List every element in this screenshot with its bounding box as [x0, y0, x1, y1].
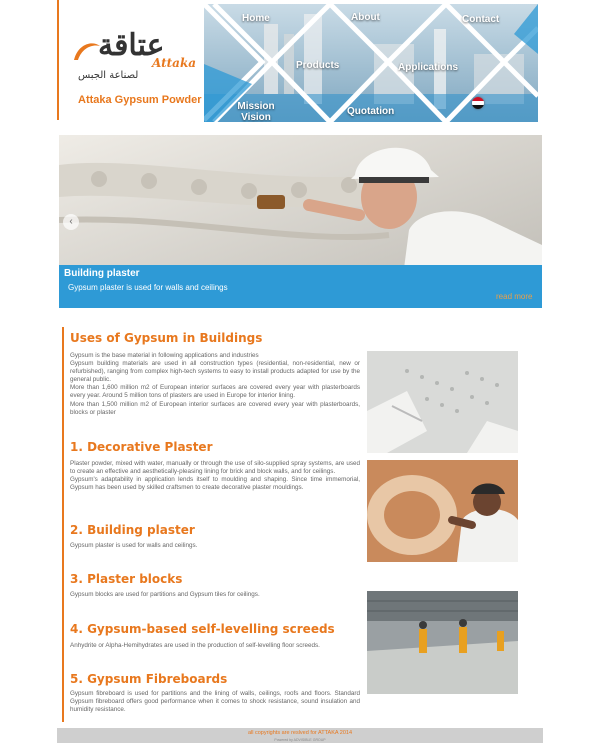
section-screeds-text: Anhydrite or Alpha-Hemihydrates are used in the production of self-levelling floor screeds.	[70, 642, 320, 649]
diamond-navigation	[204, 4, 538, 122]
section-heading-screeds: 4. Gypsum-based self-levelling screeds	[70, 622, 335, 636]
section-heading-building-plaster: 2. Building plaster	[70, 523, 195, 537]
photo-screed-workers	[367, 591, 518, 694]
section-fibreboards-text: Gypsum fibreboard is used for partitions and the lining of walls, ceilings, roofs and floors. Standard Gypsum fibreboard offers good performance when it comes to shock resistance, sound insulation and humidity resistance.	[70, 690, 360, 714]
section-plaster-blocks-text: Gypsum blocks are used for partitions and Gypsum tiles for ceilings.	[70, 591, 260, 598]
section-decorative-text	[70, 460, 360, 492]
paragraph: More than 1,500 million m2 of European interior surfaces are covered every year with plasterboards, blocks or plaster	[70, 400, 360, 416]
section-heading-fibreboards: 5. Gypsum Fibreboards	[70, 672, 228, 686]
content-left-accent	[62, 327, 64, 722]
paragraph: Gypsum's adaptability in application lends itself to moulding and shaping. Since time immemorial, Gypsum has been used by skilled craftsmen to create decorative plaster mouldings.	[70, 476, 360, 492]
slider-prev-arrow-icon[interactable]: ‹	[63, 214, 79, 230]
slider-caption-title: Building plaster	[64, 268, 140, 279]
egypt-flag-icon[interactable]	[472, 97, 484, 109]
paragraph: Gypsum building materials are used in all construction types (residential, non-residential, new or refurbished), ranging from complex high-tech systems to easy to install products adapted for use by the general public.	[70, 360, 360, 384]
nav-quotation[interactable]: Quotation	[347, 106, 395, 117]
nav-about[interactable]: About	[351, 12, 380, 23]
photo-ceiling-panel	[367, 351, 518, 453]
paragraph: More than 1,600 million m2 of European interior surfaces are covered every year with plasterboards every year. Around 5 million tons of plasters are used in Europe for interior lining.	[70, 384, 360, 400]
section-heading-plaster-blocks: 3. Plaster blocks	[70, 572, 183, 586]
read-more-link[interactable]: read more	[496, 292, 533, 301]
nav-home[interactable]: Home	[242, 13, 270, 24]
section-building-plaster-text: Gypsum plaster is used for walls and ceilings.	[70, 542, 198, 549]
logo-latin-name: Attaka	[152, 56, 197, 70]
footer-copyright: all copyrights are reslved for ATTAKA 2014	[247, 730, 353, 736]
nav-applications[interactable]: Applications	[398, 62, 459, 73]
company-name: Attaka Gypsum Powder	[78, 94, 202, 106]
logo-arabic-subtitle: لصناعة الجبس	[78, 70, 139, 81]
nav-contact[interactable]: Contact	[462, 14, 500, 25]
slider-caption-text: Gypsum plaster is used for walls and ceilings	[68, 283, 228, 292]
logo-arabic-name: عتاقة	[98, 28, 165, 63]
nav-products[interactable]: Products	[296, 60, 340, 71]
photo-decorative-plasterer	[367, 460, 518, 562]
paragraph: Plaster powder, mixed with water, manually or through the use of silo-supplied spray systems, are used to create an effective and aesthetically-pleasing lining for brick and block walls, and for ceilings.	[70, 460, 360, 476]
section-heading-decorative: 1. Decorative Plaster	[70, 440, 213, 454]
nav-mission-vision[interactable]: Mission Vision	[237, 101, 275, 122]
paragraph: Gypsum is the base material in following applications and industries	[70, 352, 259, 359]
section-uses-text	[70, 352, 360, 417]
section-heading-uses: Uses of Gypsum in Buildings	[70, 331, 263, 345]
header-left-accent	[57, 0, 59, 120]
footer-powered-by[interactable]: Powered by ADVISIBLE GROUP	[274, 738, 326, 742]
